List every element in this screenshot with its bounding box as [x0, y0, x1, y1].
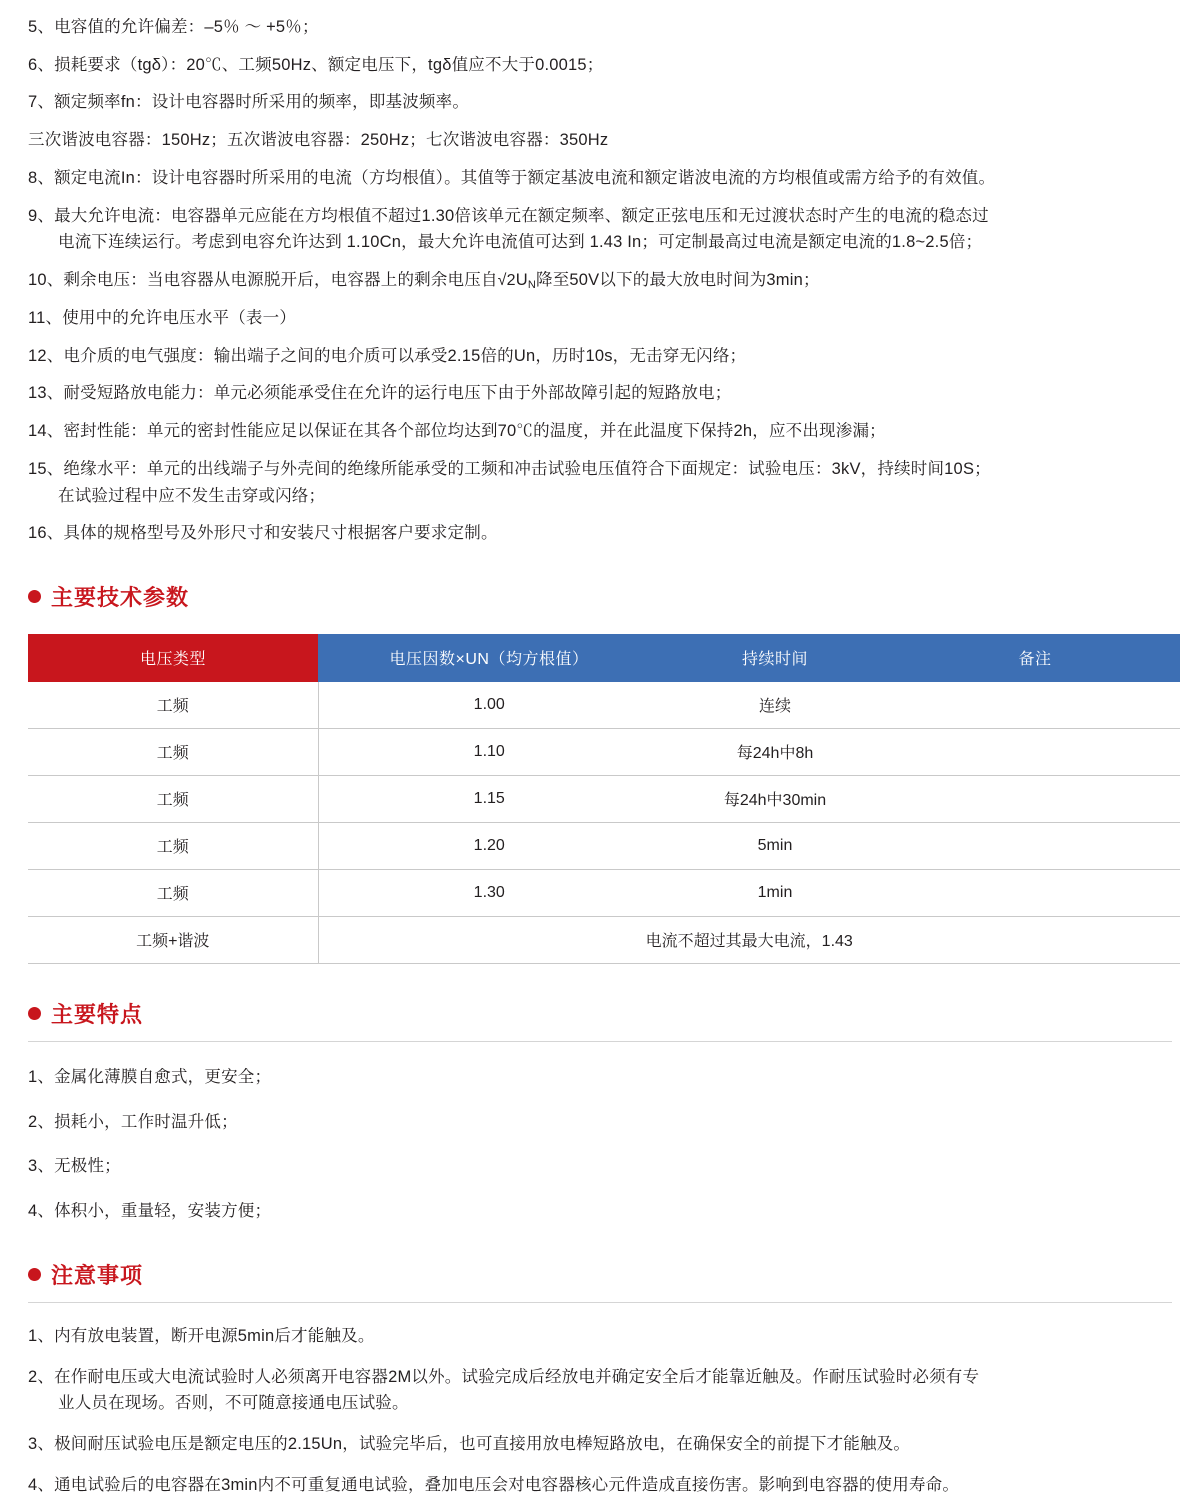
table-cell: 连续 [660, 682, 890, 729]
section-heading-features [28, 998, 1172, 1029]
residual-pre: 10、剩余电压：当电容器从电源脱开后，电容器上的剩余电压自 [28, 271, 498, 290]
table-row [28, 775, 1180, 822]
table-cell: 1.20 [318, 822, 660, 869]
section-title: 注意事项 [51, 1262, 144, 1288]
table-cell: 工频 [28, 869, 318, 916]
table-row [28, 822, 1180, 869]
table-cell: 工频 [28, 822, 318, 869]
table-cell: 5min [660, 822, 890, 869]
list-item: 1、金属化薄膜自愈式，更安全； [28, 1067, 272, 1086]
bullet-icon [28, 1268, 41, 1281]
table-cell [890, 728, 1180, 775]
list-item-residual-voltage [28, 267, 1172, 294]
residual-post: 降至50V以下的最大放电时间为3min； [536, 271, 820, 290]
list-item: 4、通电试验后的电容器在3min内不可重复通电试验，叠加电压会对电容器核心元件造成直接伤害。影响到电容器的使用寿命。 [28, 1475, 960, 1494]
list-item: 3、极间耐压试验电压是额定电压的2.15Un，试验完毕后，也可直接用放电棒短路放电，在确保安全的前提下才能触及。 [28, 1435, 911, 1453]
list-item: 6、损耗要求（tgδ）：20℃、工频50Hz、额定电压下，tgδ值应不大于0.0015； [28, 55, 604, 74]
table-header-cell: 备注 [890, 634, 1180, 682]
table-cell [890, 822, 1180, 869]
features-list [0, 1064, 1200, 1225]
section-heading-notes [28, 1259, 1172, 1290]
list-item-line2: 电流下连续运行。考虑到电容允许达到 1.10Cn，最大允许电流值可达到 1.43 In；可定制最高过电流是额定电流的1.8~2.5倍； [58, 233, 983, 252]
list-item: 三次谐波电容器：150Hz；五次谐波电容器：250Hz；七次谐波电容器：350Hz [28, 131, 609, 150]
sqrt-icon: √2 [497, 272, 516, 290]
table-cell: 1min [660, 869, 890, 916]
table-cell [890, 682, 1180, 729]
list-item-line2: 业人员在现场。否则，不可随意接通电压试验。 [58, 1394, 409, 1413]
divider [28, 1041, 1172, 1042]
table-row [28, 916, 1180, 963]
list-item: 4、体积小，重量轻，安装方便； [28, 1202, 272, 1221]
table-cell: 1.15 [318, 775, 660, 822]
un-symbol: U [515, 271, 528, 290]
table-cell: 工频+谐波 [28, 916, 318, 963]
list-item-line2: 在试验过程中应不发生击穿或闪络； [58, 486, 326, 505]
table-cell: 工频 [28, 728, 318, 775]
list-item: 13、耐受短路放电能力：单元必须能承受住在允许的运行电压下由于外部故障引起的短路放电； [28, 384, 732, 403]
table-cell: 工频 [28, 682, 318, 729]
table-header-cell: 电压类型 [28, 634, 318, 682]
list-item: 2、损耗小，工作时温升低； [28, 1112, 238, 1131]
list-item [28, 1364, 1172, 1417]
section-title: 主要技术参数 [51, 584, 190, 610]
bullet-icon [28, 590, 41, 603]
table-cell [890, 869, 1180, 916]
table-cell: 1.10 [318, 728, 660, 775]
list-item [28, 456, 1172, 509]
bullet-icon [28, 1007, 41, 1020]
parameters-table [28, 634, 1180, 964]
notes-list [0, 1323, 1200, 1499]
table-cell: 工频 [28, 775, 318, 822]
divider [28, 1302, 1172, 1303]
list-item-line1: 15、绝缘水平：单元的出线端子与外壳间的绝缘所能承受的工频和冲击试验电压值符合下面规定：试验电压：3kV，持续时间10S； [28, 459, 991, 478]
section-title: 主要特点 [51, 1001, 144, 1027]
list-item: 7、额定频率fn：设计电容器时所采用的频率，即基波频率。 [28, 93, 470, 112]
list-item: 1、内有放电装置，断开电源5min后才能触及。 [28, 1326, 375, 1345]
list-item: 11、使用中的允许电压水平（表一） [28, 308, 297, 327]
section-heading-params [28, 581, 1172, 612]
table-cell-merged: 电流不超过其最大电流，1.43 [318, 916, 1180, 963]
table-cell: 每24h中8h [660, 728, 890, 775]
table-cell [890, 775, 1180, 822]
table-row [28, 728, 1180, 775]
table-header-cell: 电压因数×UN（均方根值） [318, 634, 660, 682]
list-item: 12、电介质的电气强度：输出端子之间的电介质可以承受2.15倍的Un，历时10s，无击穿无闪络； [28, 346, 747, 365]
table-row [28, 869, 1180, 916]
list-item-line1: 2、在作耐电压或大电流试验时人必须离开电容器2M以外。试验完成后经放电并确定安全后才能靠近触及。作耐压试验时必须有专 [28, 1367, 980, 1386]
list-item-line1: 9、最大允许电流：电容器单元应能在方均根值不超过1.30倍该单元在额定频率、额定正弦电压和无过渡状态时产生的电流的稳态过 [28, 206, 989, 225]
table-header-cell: 持续时间 [660, 634, 890, 682]
un-subscript: N [527, 279, 537, 292]
table-row [28, 682, 1180, 729]
list-item: 8、额定电流In：设计电容器时所采用的电流（方均根值）。其值等于额定基波电流和额定谐波电流的方均根值或需方给予的有效值。 [28, 168, 996, 187]
list-item: 16、具体的规格型号及外形尺寸和安装尺寸根据客户要求定制。 [28, 524, 498, 543]
table-cell: 1.00 [318, 682, 660, 729]
list-item: 14、密封性能：单元的密封性能应足以保证在其各个部位均达到70℃的温度，并在此温度下保持2h，应不出现渗漏； [28, 422, 886, 441]
table-cell: 每24h中30min [660, 775, 890, 822]
list-item [28, 203, 1172, 256]
table-header-row [28, 634, 1180, 682]
table-cell: 1.30 [318, 869, 660, 916]
specifications-list [0, 0, 1200, 547]
list-item: 5、电容值的允许偏差：–5％ ～ +5％； [28, 18, 319, 36]
list-item: 3、无极性； [28, 1157, 121, 1176]
